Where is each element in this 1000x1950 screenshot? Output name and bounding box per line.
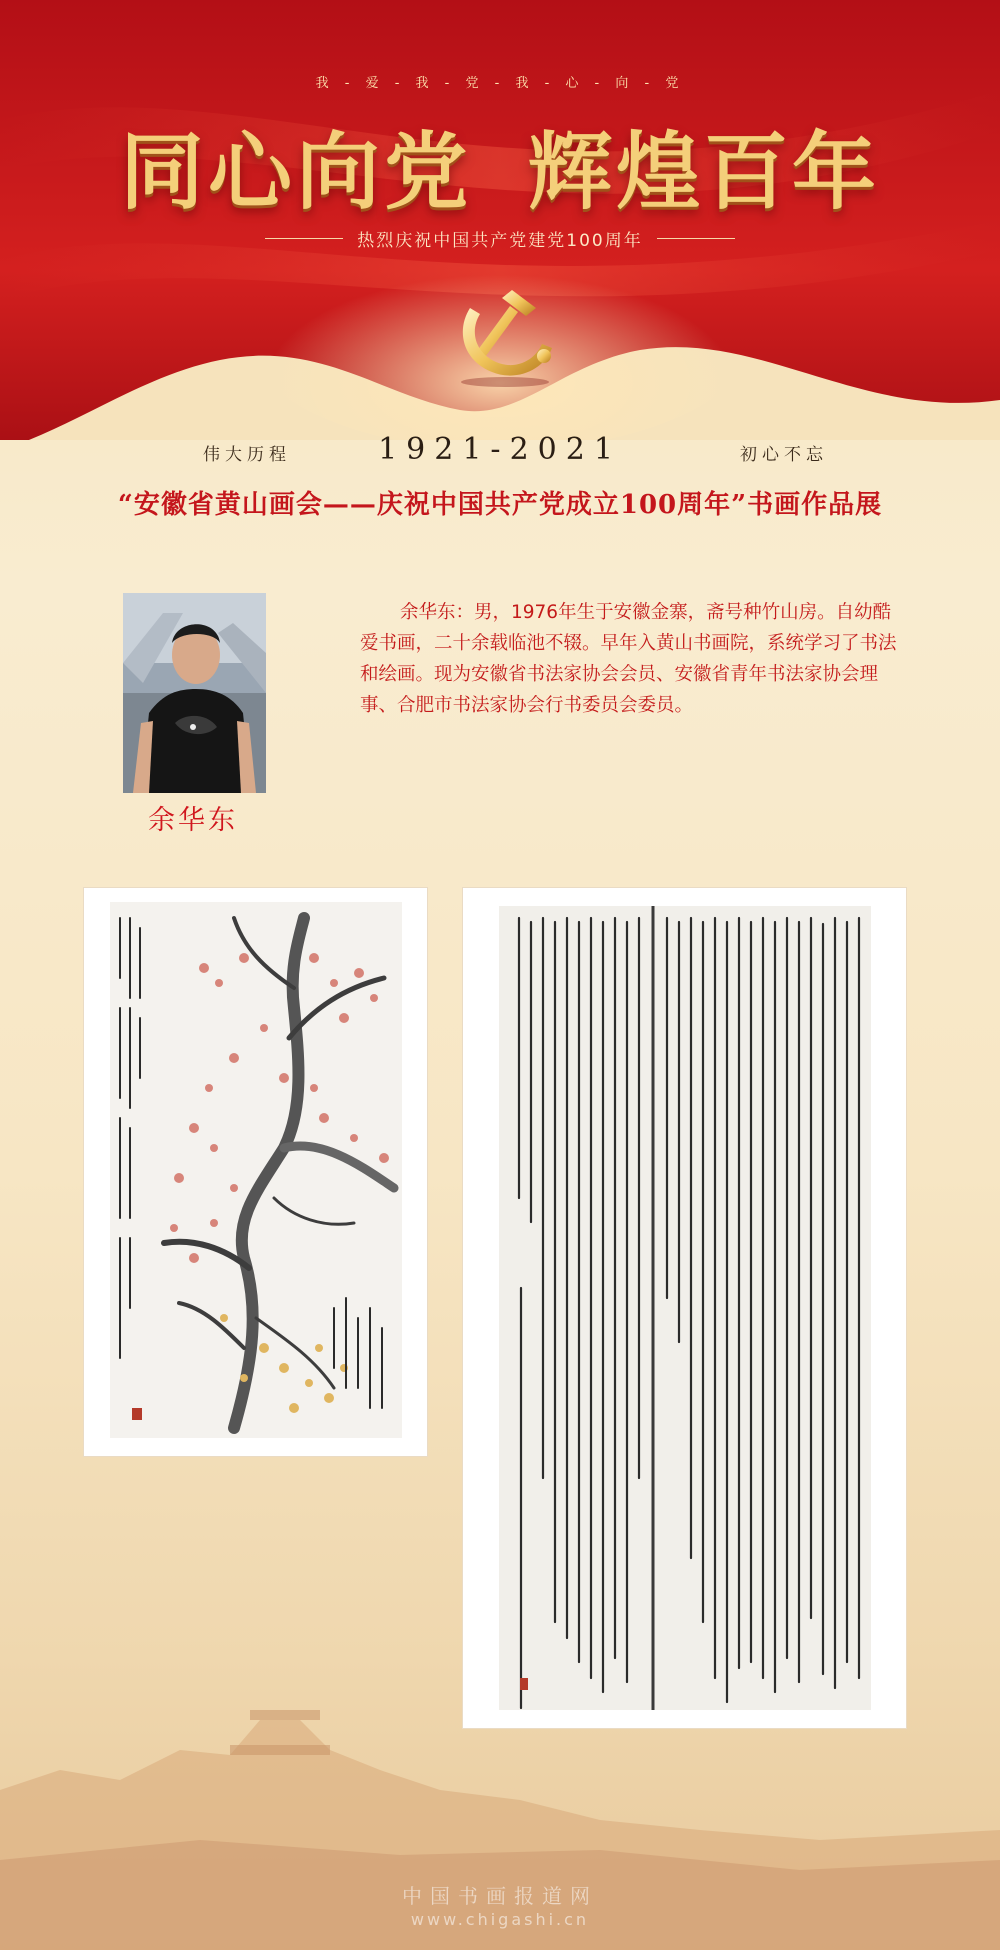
divider xyxy=(265,238,343,239)
footer-watermark: 中国书画报道网 xyxy=(402,1884,598,1908)
artwork-calligraphy xyxy=(463,888,906,1728)
artist-photo xyxy=(123,593,266,793)
top-slogan: 我 - 爱 - 我 - 党 - 我 - 心 - 向 - 党 xyxy=(315,76,685,91)
artwork-plum-blossom xyxy=(84,888,427,1456)
title-right: 辉煌百年 xyxy=(528,123,881,221)
artist-bio: 余华东：男，1976年生于安徽金寨，斋号种竹山房。自幼酷爱书画，二十余载临池不辍。早年入黄山书画院，系统学习了书法和绘画。现为安徽省书法家协会会员、安徽省青年书法家协会理事、合肥市书法家协会行书委员会委员。 xyxy=(360,602,897,716)
years-row xyxy=(0,432,1000,472)
artist-portrait-image xyxy=(123,593,266,793)
plum-blossom-painting xyxy=(84,888,427,1456)
subtitle-row xyxy=(0,226,1000,251)
calligraphy-scroll xyxy=(463,888,906,1728)
years-left-caption: 伟大历程 xyxy=(203,445,291,465)
years-range: 1921-2021 xyxy=(378,432,622,467)
years-right-caption: 初心不忘 xyxy=(740,445,828,465)
party-emblem-icon xyxy=(440,278,570,388)
artist-name: 余华东 xyxy=(148,805,238,836)
exhibition-title: “安徽省黄山画会——庆祝中国共产党成立100周年”书画作品展 xyxy=(117,490,883,520)
main-title xyxy=(0,105,1000,226)
footer-url: www.chigashi.cn xyxy=(410,1910,590,1929)
subtitle: 热烈庆祝中国共产党建党100周年 xyxy=(357,231,643,251)
divider xyxy=(657,238,735,239)
title-left: 同心向党 xyxy=(119,123,472,221)
